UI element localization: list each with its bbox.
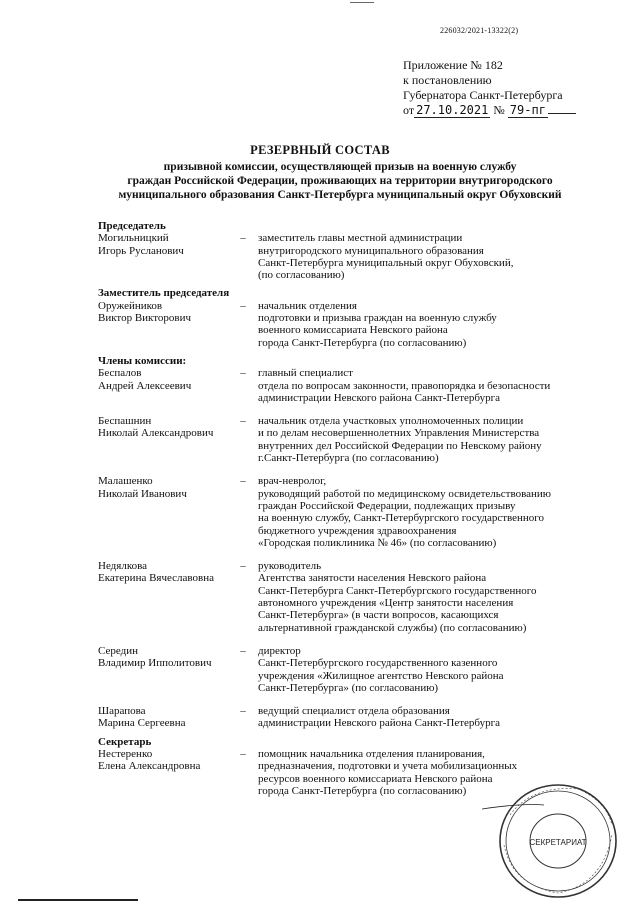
role-line: отдела по вопросам законности, правопорядка и безопасности <box>258 379 551 392</box>
section-secretary: Секретарь <box>98 735 152 748</box>
member-row <box>98 300 598 349</box>
role-line: города Санкт-Петербурга (по согласованию) <box>258 336 467 349</box>
role-line: Санкт-Петербурга» (в части вопросов, касающихся <box>258 609 499 622</box>
subtitle-line1: призывной комиссии, осуществляющей призыв на военную службу <box>163 161 517 173</box>
role-line: руководитель <box>258 560 322 573</box>
member-given-names: Игорь Русланович <box>98 244 184 257</box>
member-name <box>98 415 228 464</box>
role-line: Санкт-Петербургского государственного казенного <box>258 657 498 670</box>
top-mark <box>350 0 374 3</box>
bottom-rule <box>18 899 138 901</box>
official-stamp <box>482 775 624 903</box>
role-line: «Городская поликлиника № 46» (по согласованию) <box>258 536 497 549</box>
role-line: администрации Невского района Санкт-Петербурга <box>258 717 500 730</box>
member-name <box>98 232 228 281</box>
role-line: (по согласованию) <box>258 269 345 282</box>
role-line: города Санкт-Петербурга (по согласованию) <box>258 784 467 797</box>
member-surname: Беспалов <box>98 367 142 380</box>
role-line: начальник отделения <box>258 299 357 312</box>
role-line: заместитель главы местной администрации <box>258 232 463 245</box>
role-line: г.Санкт-Петербурга (по согласованию) <box>258 452 439 465</box>
member-given-names: Николай Иванович <box>98 487 187 500</box>
member-surname: Беспашнин <box>98 415 152 428</box>
role-line: Санкт-Петербурга муниципальный округ Обуховский, <box>258 256 514 269</box>
member-role <box>258 367 598 404</box>
member-surname: Нестеренко <box>98 747 153 760</box>
subtitle-line3: муниципального образования Санкт-Петербурга муниципальный округ Обуховский <box>118 189 562 201</box>
number-prefix: № <box>493 103 505 117</box>
member-given-names: Марина Сергеевна <box>98 717 186 730</box>
member-name <box>98 475 228 549</box>
role-line: учреждения «Жилищное агентство Невского района <box>258 669 504 682</box>
role-line: ведущий специалист отдела образования <box>258 705 450 718</box>
date-value: 27.10.2021 <box>416 103 489 117</box>
role-line: администрации Невского района Санкт-Петербурга <box>258 391 500 404</box>
role-line: главный специалист <box>258 367 353 380</box>
role-line: на военную службу, Санкт-Петербургского государственного <box>258 512 545 525</box>
role-line: Санкт-Петербурга» (по согласованию) <box>258 681 439 694</box>
role-line: автономного учреждения «Центр занятости населения <box>258 597 514 610</box>
role-line: военного комиссариата Невского района <box>258 324 448 337</box>
member-row <box>98 645 598 694</box>
document-number: 226032/2021-13322(2) <box>440 26 519 35</box>
member-name <box>98 300 228 349</box>
member-surname: Середин <box>98 644 138 657</box>
role-line: альтернативной гражданской службы) (по согласованию) <box>258 621 527 634</box>
member-name <box>98 560 228 634</box>
member-role <box>258 645 598 694</box>
dash-separator: – <box>240 644 246 657</box>
member-surname: Оружейников <box>98 299 163 312</box>
member-name <box>98 748 228 797</box>
member-row <box>98 475 598 549</box>
dash-separator: – <box>240 232 246 245</box>
member-row <box>98 232 598 281</box>
member-surname: Шарапова <box>98 705 146 718</box>
dash-separator: – <box>240 475 246 488</box>
member-role <box>258 560 598 634</box>
member-name <box>98 645 228 694</box>
role-line: внутренних дел Российской Федерации по Невскому району <box>258 439 542 452</box>
role-line: руководящий работой по медицинскому освидетельствованию <box>258 487 552 500</box>
member-given-names: Андрей Алексеевич <box>98 379 192 392</box>
role-line: бюджетного учреждения здравоохранения <box>258 524 457 537</box>
section-deputy: Заместитель председателя <box>98 287 230 300</box>
section-chair: Председатель <box>98 220 166 232</box>
document-subtitle <box>60 160 620 202</box>
member-given-names: Елена Александровна <box>98 760 201 773</box>
member-name <box>98 367 228 404</box>
dash-separator: – <box>240 299 246 312</box>
member-role <box>258 475 598 549</box>
date-prefix: от <box>403 103 415 117</box>
member-given-names: Екатерина Вячеславовна <box>98 572 215 585</box>
dash-separator: – <box>240 367 246 380</box>
role-line: подготовки и призыва граждан на военную службу <box>258 312 497 325</box>
role-line: ресурсов военного комиссариата Невского района <box>258 772 493 785</box>
appendix-date-line <box>403 103 576 118</box>
document-title: РЕЗЕРВНЫЙ СОСТАВ <box>250 143 390 157</box>
appendix-block <box>403 58 576 118</box>
role-line: начальник отдела участковых уполномоченных полиции <box>258 415 524 428</box>
member-name <box>98 705 228 730</box>
appendix-line2: к постановлению <box>403 73 492 87</box>
dash-separator: – <box>240 747 246 760</box>
role-line: врач-невролог, <box>258 475 327 488</box>
subtitle-line2: граждан Российской Федерации, проживающих на территории внутригородского <box>127 175 553 187</box>
member-role <box>258 415 598 464</box>
number-underline <box>548 113 576 114</box>
member-given-names: Владимир Ипполитович <box>98 657 212 670</box>
dash-separator: – <box>240 415 246 428</box>
role-line: Санкт-Петербурга Санкт-Петербургского государственного <box>258 584 537 597</box>
role-line: Агентства занятости населения Невского района <box>258 572 487 585</box>
role-line: предназначения, подготовки и учета мобилизационных <box>258 760 518 773</box>
role-line: и по делам несовершеннолетних Управления Министерства <box>258 427 540 440</box>
member-row <box>98 415 598 464</box>
member-surname: Могильницкий <box>98 232 169 245</box>
number-value: 79-пг <box>509 103 546 117</box>
role-line: помощник начальника отделения планирования, <box>258 747 485 760</box>
role-line: директор <box>258 644 301 657</box>
member-row <box>98 705 598 730</box>
member-role <box>258 300 598 349</box>
dash-separator: – <box>240 705 246 718</box>
dash-separator: – <box>240 560 246 573</box>
member-row <box>98 367 598 404</box>
member-surname: Недялкова <box>98 560 148 573</box>
member-given-names: Николай Александрович <box>98 427 214 440</box>
appendix-line1: Приложение № 182 <box>403 58 503 72</box>
member-row <box>98 560 598 634</box>
member-role <box>258 705 598 730</box>
member-given-names: Виктор Викторович <box>98 312 192 325</box>
role-line: граждан Российской Федерации, подлежащих призыву <box>258 499 516 512</box>
member-surname: Малашенко <box>98 475 153 488</box>
section-members: Члены комиссии: <box>98 354 187 367</box>
appendix-line3: Губернатора Санкт-Петербурга <box>403 88 563 102</box>
stamp-center-text: СЕКРЕТАРИАТ <box>529 838 587 847</box>
member-role <box>258 232 598 281</box>
role-line: внутригородского муниципального образования <box>258 244 484 257</box>
roster <box>98 218 598 797</box>
